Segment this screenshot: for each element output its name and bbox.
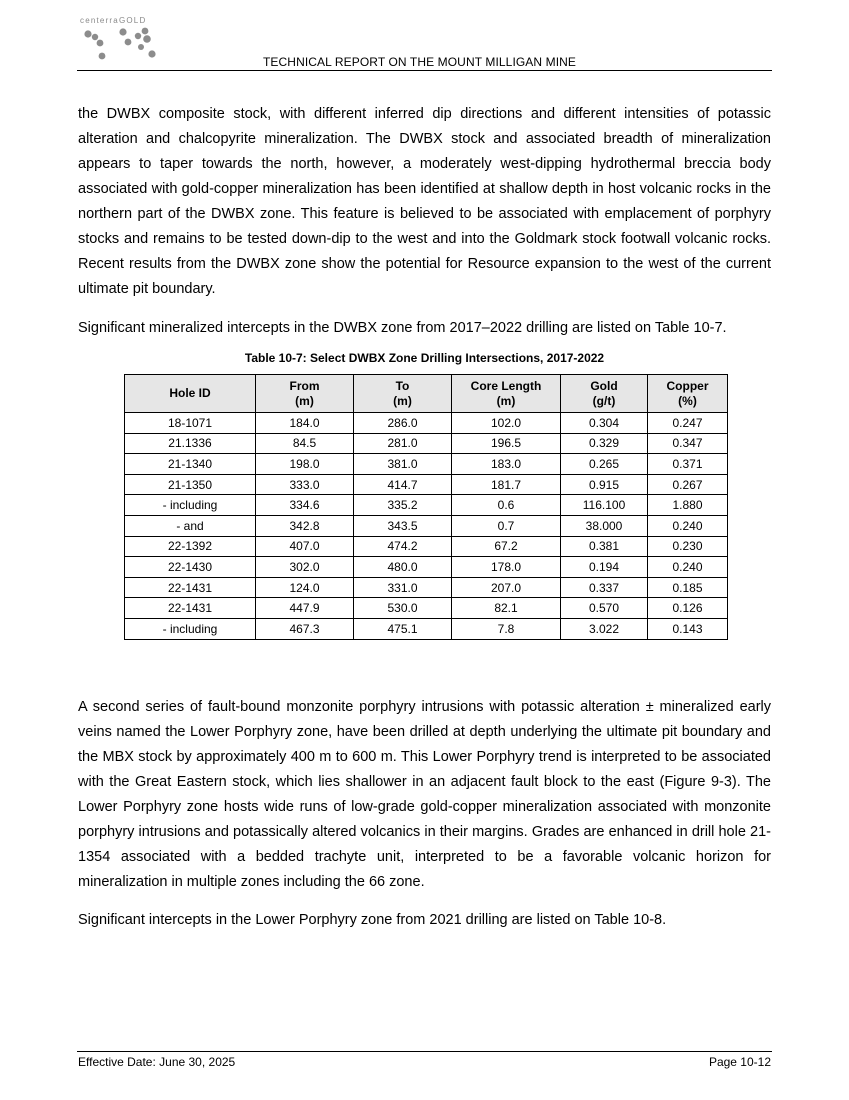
table-cell: 0.194: [561, 557, 648, 578]
table-cell: 467.3: [256, 618, 354, 639]
table-cell: 178.0: [452, 557, 561, 578]
page-number: Page 10-12: [708, 1055, 771, 1069]
table-row: [125, 536, 728, 557]
column-header-to: To (m): [354, 375, 452, 413]
table-cell: 22-1392: [125, 536, 256, 557]
table-cell: 124.0: [256, 577, 354, 598]
table-cell: 184.0: [256, 413, 354, 434]
table-cell: 0.240: [648, 557, 728, 578]
table-body: [125, 413, 728, 640]
table-cell: 84.5: [256, 433, 354, 454]
table-cell: 0.304: [561, 413, 648, 434]
table-row: [125, 433, 728, 454]
logo-text: centerraGOLD: [80, 16, 147, 25]
table-row: [125, 413, 728, 434]
table-header-row: [125, 375, 728, 413]
table-cell: 0.347: [648, 433, 728, 454]
table-cell: 0.267: [648, 474, 728, 495]
table-cell: 116.100: [561, 495, 648, 516]
table-cell: 335.2: [354, 495, 452, 516]
table-cell: 7.8: [452, 618, 561, 639]
table-cell: 21-1350: [125, 474, 256, 495]
table-cell: 21.1336: [125, 433, 256, 454]
table-cell: 82.1: [452, 598, 561, 619]
table-row: [125, 515, 728, 536]
table-cell: 22-1431: [125, 598, 256, 619]
table-row: [125, 618, 728, 639]
table-cell: 331.0: [354, 577, 452, 598]
table-cell: 3.022: [561, 618, 648, 639]
body-paragraph: the DWBX composite stock, with different inferred dip directions and different intensities of potassic alteration and chalcopyrite mineralization. The DWBX stock and associated breadth of mineralization appears to taper towards the north, however, a moderately west-dipping hydrothermal breccia body associated with gold-copper mineralization has been identified at shallow depth in host volcanic rocks in the northern part of the DWBX zone. This feature is believed to be associated with emplacement of porphyry stocks and remains to be tested down-dip to the west and into the Goldmark stock footwall volcanic rocks. Recent results from the DWBX zone show the potential for Resource expansion to the west of the current ultimate pit boundary.: [78, 106, 771, 297]
header-divider: [77, 70, 772, 71]
table-cell: 0.6: [452, 495, 561, 516]
table-row: [125, 495, 728, 516]
column-header-from: From (m): [256, 375, 354, 413]
table-cell: 0.329: [561, 433, 648, 454]
table-cell: 102.0: [452, 413, 561, 434]
table-cell: 0.915: [561, 474, 648, 495]
table-cell: 333.0: [256, 474, 354, 495]
table-cell: 0.337: [561, 577, 648, 598]
column-header-copper: Copper (%): [648, 375, 728, 413]
table-cell: 196.5: [452, 433, 561, 454]
table-cell: 480.0: [354, 557, 452, 578]
body-paragraph: A second series of fault-bound monzonite porphyry intrusions with potassic alteration ± mineralized early veins named the Lower Porphyry zone, have been drilled at depth underlying the ultimate pit boundary and the MBX stock by approximately 400 m to 600 m. This Lower Porphyry trend is interpreted to be associated with the Great Eastern stock, which lies shallower in an adjacent fault block to the east (Figure 9-3). The Lower Porphyry zone hosts wide runs of low-grade gold-copper mineralization associated with monzonite porphyry intrusions and potassically altered volcanics in their margins. Grades are enhanced in drill hole 21-1354 associated with a bedded trachyte unit, interpreted to be a favorable volcanic horizon for mineralization in multiple zones including the 66 zone.: [78, 699, 771, 890]
table-cell: 1.880: [648, 495, 728, 516]
table-cell: 183.0: [452, 454, 561, 475]
table-cell: 530.0: [354, 598, 452, 619]
table-cell: 207.0: [452, 577, 561, 598]
table-cell: 342.8: [256, 515, 354, 536]
table-intro-paragraph: Significant mineralized intercepts in the DWBX zone from 2017–2022 drilling are listed on Table 10-7.: [78, 320, 727, 336]
table-cell: 21-1340: [125, 454, 256, 475]
table-cell: 67.2: [452, 536, 561, 557]
column-header-core-length: Core Length (m): [452, 375, 561, 413]
table-cell: - and: [125, 515, 256, 536]
table-cell: 0.570: [561, 598, 648, 619]
table-cell: 0.230: [648, 536, 728, 557]
drilling-intersections-table: [124, 374, 728, 640]
table-cell: 334.6: [256, 495, 354, 516]
table-cell: 286.0: [354, 413, 452, 434]
logo-dots-icon: [80, 26, 170, 62]
table-cell: 0.126: [648, 598, 728, 619]
table-row: [125, 577, 728, 598]
effective-date: Effective Date: June 30, 2025: [78, 1055, 236, 1069]
table-cell: 447.9: [256, 598, 354, 619]
company-logo: [80, 16, 170, 62]
report-title: TECHNICAL REPORT ON THE MOUNT MILLIGAN MINE: [263, 55, 577, 69]
table-cell: 0.240: [648, 515, 728, 536]
table-cell: 0.265: [561, 454, 648, 475]
table-cell: 281.0: [354, 433, 452, 454]
footer-divider: [77, 1051, 772, 1052]
table-cell: 198.0: [256, 454, 354, 475]
table-cell: 302.0: [256, 557, 354, 578]
table-cell: - including: [125, 618, 256, 639]
table-cell: 343.5: [354, 515, 452, 536]
table-caption: Table 10-7: Select DWBX Zone Drilling Intersections, 2017-2022: [244, 351, 605, 365]
table-row: [125, 557, 728, 578]
table-cell: 22-1431: [125, 577, 256, 598]
table-cell: 407.0: [256, 536, 354, 557]
table-row: [125, 474, 728, 495]
table-cell: 0.143: [648, 618, 728, 639]
table-cell: 0.7: [452, 515, 561, 536]
table-cell: 181.7: [452, 474, 561, 495]
table-cell: 0.371: [648, 454, 728, 475]
table-cell: 0.185: [648, 577, 728, 598]
table-row: [125, 454, 728, 475]
table-cell: 22-1430: [125, 557, 256, 578]
table-cell: 414.7: [354, 474, 452, 495]
column-header-gold: Gold (g/t): [561, 375, 648, 413]
column-header-hole-id: Hole ID: [125, 375, 256, 413]
table-cell: 18-1071: [125, 413, 256, 434]
table-cell: 0.247: [648, 413, 728, 434]
table-cell: - including: [125, 495, 256, 516]
table-cell: 381.0: [354, 454, 452, 475]
table-cell: 38.000: [561, 515, 648, 536]
table-cell: 475.1: [354, 618, 452, 639]
table-row: [125, 598, 728, 619]
table-cell: 474.2: [354, 536, 452, 557]
body-paragraph: Significant intercepts in the Lower Porphyry zone from 2021 drilling are listed on Table 10-8.: [78, 912, 667, 928]
table-cell: 0.381: [561, 536, 648, 557]
